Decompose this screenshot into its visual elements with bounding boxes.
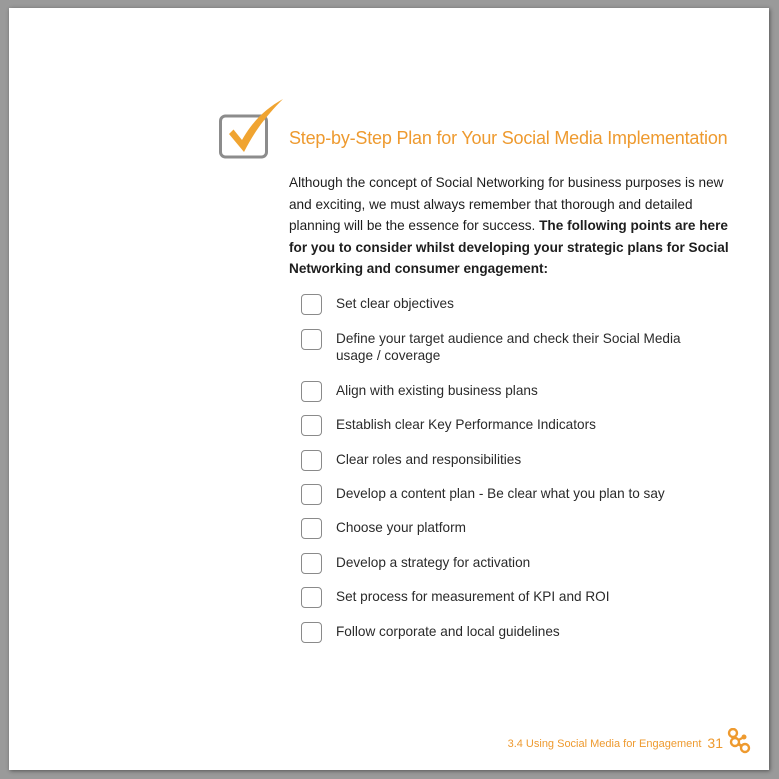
page-number: 31 (707, 735, 723, 751)
intro-bold-text: The following points are here for you to consider whilst developing your strategic plans for Social Networking and consumer engagement: (289, 218, 729, 277)
checklist-item-label: Follow corporate and local guidelines (336, 624, 560, 639)
document-page (9, 8, 769, 770)
checklist-item-label: Set clear objectives (336, 296, 454, 311)
checklist-item-label: Set process for measurement of KPI and ROI (336, 589, 610, 604)
checklist-item-label: Develop a strategy for activation (336, 555, 531, 570)
checkbox[interactable] (301, 294, 322, 315)
checklist-item-label: Define your target audience and check their Social Media usage / coverage (336, 331, 681, 363)
checkbox[interactable] (301, 553, 322, 574)
checkbox[interactable] (301, 329, 322, 350)
checklist-item-label: Align with existing business plans (336, 383, 538, 398)
checklist-item-label: Develop a content plan - Be clear what you plan to say (336, 486, 665, 501)
checkbox[interactable] (301, 484, 322, 505)
checkbox[interactable] (301, 450, 322, 471)
checkbox[interactable] (301, 518, 322, 539)
checkbox[interactable] (301, 587, 322, 608)
footer-section-label: 3.4 Using Social Media for Engagement (507, 738, 702, 750)
checkbox[interactable] (301, 622, 322, 643)
checkbox-tick-icon (219, 98, 289, 160)
share-nodes-icon (727, 728, 751, 754)
intro-paragraph (289, 172, 729, 280)
checkbox[interactable] (301, 381, 322, 402)
page-title: Step-by-Step Plan for Your Social Media Implementation (289, 128, 728, 148)
checklist-item-label: Establish clear Key Performance Indicators (336, 417, 596, 432)
checklist-item-label: Clear roles and responsibilities (336, 452, 522, 467)
checkbox[interactable] (301, 415, 322, 436)
page-footer (508, 734, 723, 750)
checklist-item-label: Choose your platform (336, 520, 466, 535)
intro-regular-text: Although the concept of Social Networking for business purposes is new and exciting, we must always remember that thorough and detailed planning will be the essence for success. (289, 175, 724, 234)
